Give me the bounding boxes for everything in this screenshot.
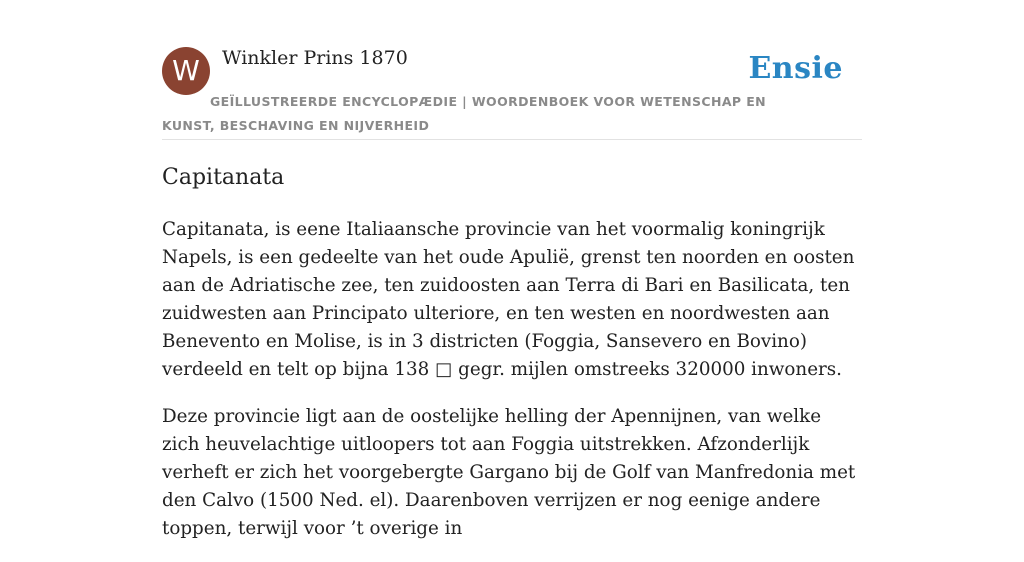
- source-avatar[interactable]: W: [162, 47, 210, 95]
- ensie-logo-link[interactable]: Ensie: [748, 51, 843, 86]
- article-title: Capitanata: [162, 165, 285, 190]
- article-body: [162, 216, 862, 562]
- header: [162, 46, 862, 140]
- article-paragraph: Capitanata, is eene Italiaansche provincie van het voormalig koningrijk Napels, is een gedeelte van het oude Apulië, grenst ten noorden en oosten aan de Adriatische zee, ten zuidoosten aan Terra di Bari en Basilicata, ten zuidwesten aan Principato ulteriore, en ten westen en noordwesten aan Benevento en Molise, is in 3 districten (Foggia, Sansevero en Bovino) verdeeld en telt op bijna 138 □ gegr. mijlen omstreeks 320000 inwoners.: [162, 219, 855, 380]
- source-title-link[interactable]: Winkler Prins 1870: [222, 47, 408, 69]
- source-subtitle: GEÏLLUSTREERDE ENCYCLOPÆDIE | WOORDENBOEK VOOR WETENSCHAP EN KUNST, BESCHAVING EN NIJVERHEID: [162, 94, 767, 133]
- article-paragraph: Deze provincie ligt aan de oostelijke helling der Apennijnen, van welke zich heuvelachtige uitloopers tot aan Foggia uitstrekken. Afzonderlijk verheft er zich het voorgebergte Gargano bij de Golf van Manfredonia met den Calvo (1500 Ned. el). Daarenboven verrijzen er nog eenige andere toppen, terwijl voor ’t overige in: [162, 406, 856, 539]
